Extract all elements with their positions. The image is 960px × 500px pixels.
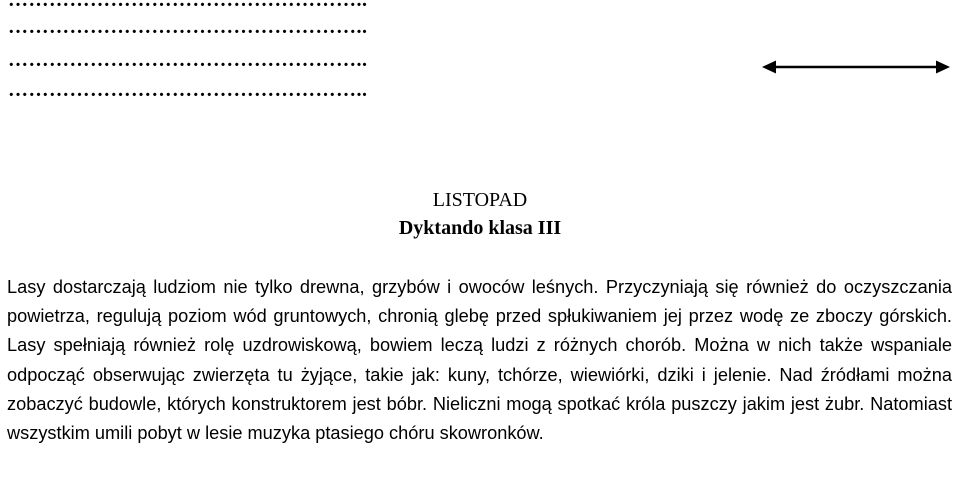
page-title: LISTOPAD [432,189,528,211]
dotted-answer-line: …………………………………………….. [8,0,368,11]
document-heading [0,186,960,242]
dotted-answer-line: …………………………………………….. [8,79,368,101]
dictation-paragraph: Lasy dostarczają ludziom nie tylko drewna, grzybów i owoców leśnych. Przyczyniają się również do oczyszczania powietrza, regulują poziom wód gruntowych, chronią glebę przed spłukiwaniem jej przez wodę ze zboczy górskich. Lasy spełniają również rolę uzdrowiskową, bowiem leczą ludzi z różnych chorób. Można w nich także wspaniale odpocząć obserwując zwierzęta tu żyjące, takie jak: kuny, tchórze, wiewiórki, dziki i jelenie. Nad źródłami można zobaczyć budowle, których konstruktorem jest bóbr. Nieliczni mogą spotkać króla puszczy jakim jest żubr. Natomiast wszystkim umili pobyt w lesie muzyka ptasiego chóru skowronków. [7,277,952,444]
page-subtitle: Dyktando klasa III [398,217,562,239]
double-headed-arrow-icon [762,58,950,76]
dotted-answer-line: …………………………………………….. [8,16,368,38]
dotted-answer-line: …………………………………………….. [8,49,368,71]
